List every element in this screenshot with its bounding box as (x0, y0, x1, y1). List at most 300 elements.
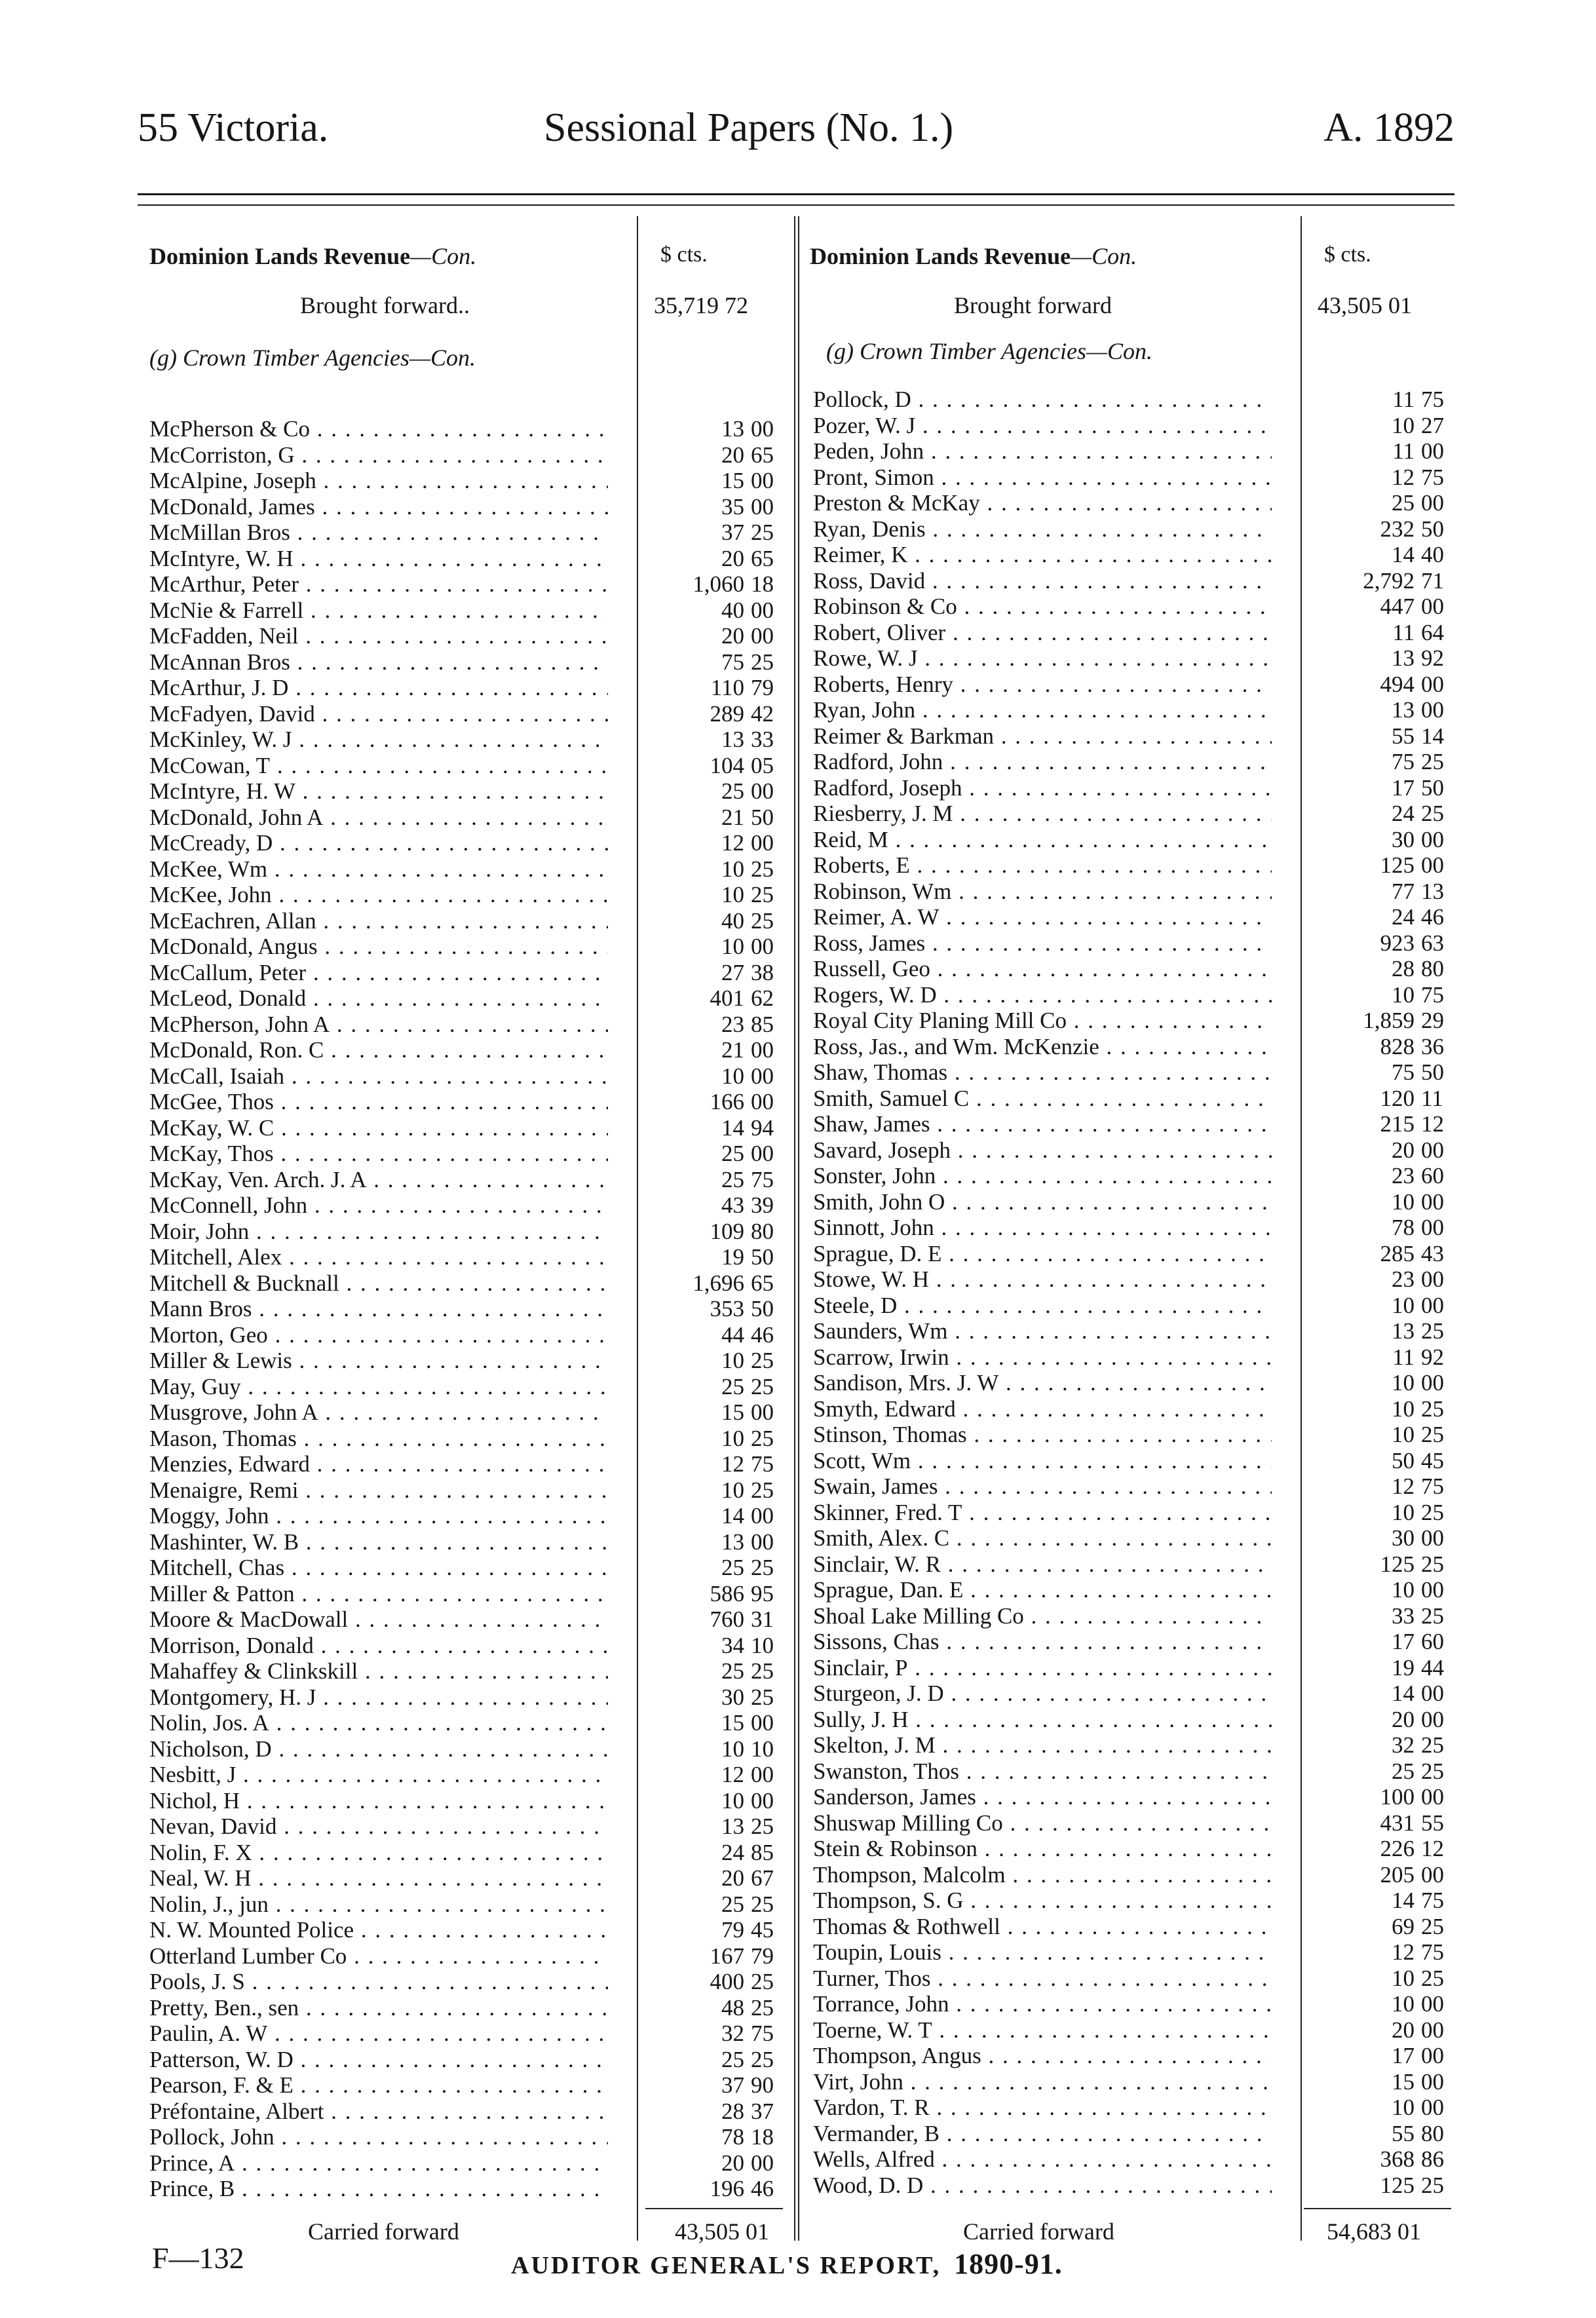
payee-name: Moore & MacDowall . . . (149, 1606, 608, 1633)
amount (647, 1995, 785, 2021)
payee-name: Roberts, Henry . . . (813, 672, 1272, 698)
amount-cents: 75 (1421, 1939, 1444, 1965)
ledger-row (810, 1655, 1465, 1681)
amount-dollars: 24 (1392, 801, 1415, 826)
ledger-row (149, 856, 807, 883)
amount-dollars: 13 (721, 416, 744, 442)
carried-forward-label: Carried forward (308, 2218, 459, 2245)
amount (647, 753, 785, 779)
payee-name: McKee, John . . . (149, 882, 608, 908)
amount (647, 1374, 785, 1400)
amount-cents: 00 (1421, 2068, 1444, 2095)
payee-name: Miller & Patton . . . (149, 1581, 608, 1607)
amount (647, 623, 785, 649)
amount-cents: 65 (751, 442, 774, 468)
amount-cents: 25 (751, 1994, 774, 2021)
amount-dollars: 12 (721, 1762, 744, 1787)
ledger-row (149, 908, 807, 934)
amount-dollars: 15 (721, 1710, 744, 1736)
page-header (138, 105, 1454, 170)
payee-name: Moggy, John . . . (149, 1503, 608, 1529)
amount-cents: 75 (751, 1166, 774, 1192)
ledger-row (149, 2072, 807, 2099)
amount-cents: 25 (751, 1555, 774, 1580)
amount-dollars: 11 (1392, 1344, 1415, 1370)
ledger-row (810, 982, 1465, 1008)
payee-name: Prince, B . . . (149, 2176, 608, 2202)
amount-cents: 10 (751, 1632, 774, 1658)
amount-dollars: 10 (1392, 1965, 1415, 1991)
amount (647, 598, 785, 624)
payee-name: Mitchell, Chas . . . (149, 1555, 608, 1581)
amount-dollars: 10 (721, 856, 744, 882)
amount (1304, 594, 1455, 620)
amount (647, 830, 785, 856)
ledger-row (810, 620, 1465, 646)
amount (1304, 1370, 1455, 1396)
amount-cents: 50 (1421, 1059, 1444, 1085)
amount-cents: 46 (751, 1321, 774, 1348)
amount (647, 571, 785, 598)
ledger-row (149, 1244, 807, 1270)
ledger-row (810, 1137, 1465, 1164)
amount (647, 805, 785, 831)
amount (1304, 723, 1455, 750)
payee-name: McMillan Bros . . . (149, 520, 608, 546)
amount-cents: 25 (751, 1969, 774, 1994)
amount-dollars: 760 (710, 1606, 744, 1632)
amount (647, 1244, 785, 1270)
ledger-row (810, 438, 1465, 465)
payee-name: McGee, Thos . . . (149, 1089, 608, 1115)
ledger-row (810, 1266, 1465, 1293)
payee-name: Smith, Alex. C . . . (813, 1525, 1272, 1551)
payee-name: Reimer & Barkman . . . (813, 723, 1272, 750)
payee-name: Rowe, W. J . . . (813, 645, 1272, 672)
payee-name: Sprague, Dan. E . . . (813, 1577, 1272, 1603)
amount-cents: 45 (1421, 1447, 1444, 1473)
brought-forward-amount: 43,505 01 (1318, 292, 1412, 318)
amount (647, 1762, 785, 1788)
ledger-row (810, 1422, 1465, 1448)
amount-cents: 00 (1421, 697, 1444, 723)
payee-name: Steele, D . . . (813, 1293, 1272, 1319)
payee-name: McDonald, James . . . (149, 494, 608, 520)
amount-dollars: 401 (710, 985, 744, 1011)
amount-cents: 00 (751, 1529, 774, 1555)
amount (1304, 1914, 1455, 1940)
amount (647, 1219, 785, 1245)
amount (1304, 387, 1455, 413)
amount-cents: 44 (1421, 1654, 1444, 1681)
amount-dollars: 48 (721, 1994, 744, 2021)
payee-name: Nevan, David . . . (149, 1814, 608, 1840)
amount-cents: 33 (751, 727, 774, 752)
ledger-row (810, 697, 1465, 723)
payee-name: Riesberry, J. M . . . (813, 801, 1272, 827)
amount-cents: 00 (1421, 1292, 1444, 1318)
amount (647, 2072, 785, 2099)
amount-cents: 80 (1421, 956, 1444, 981)
amount-cents: 00 (1421, 1266, 1444, 1292)
amount-cents: 42 (751, 700, 774, 727)
amount-cents: 00 (751, 1787, 774, 1814)
payee-name: Menzies, Edward . . . (149, 1451, 608, 1477)
ledger-row (149, 468, 807, 494)
amount (1304, 1422, 1455, 1448)
amount-dollars: 10 (1392, 1991, 1415, 2017)
amount (647, 1555, 785, 1581)
amount (1304, 1448, 1455, 1474)
payee-name: Neal, W. H . . . (149, 1865, 608, 1891)
amount-cents: 80 (1421, 2120, 1444, 2146)
amount-cents: 00 (1421, 490, 1444, 516)
column-title: Dominion Lands Revenue—Con. (810, 243, 1137, 269)
amount-cents: 00 (751, 623, 774, 649)
amount-dollars: 1,859 (1363, 1008, 1415, 1033)
amount-cents: 00 (1421, 2043, 1444, 2068)
amount-cents: 45 (751, 1917, 774, 1943)
amount (1304, 672, 1455, 698)
amount-dollars: 10 (721, 1787, 744, 1814)
amount-dollars: 17 (1392, 2043, 1415, 2068)
payee-name: Ross, Jas., and Wm. McKenzie . . . (813, 1034, 1272, 1060)
ledger-row (149, 2099, 807, 2125)
amount-dollars: 50 (1392, 1447, 1415, 1473)
ledger-row (810, 2043, 1465, 2069)
ledger-row (810, 1784, 1465, 1810)
payee-name: Vermander, B . . . (813, 2121, 1272, 2147)
ledger-row (810, 1939, 1465, 1966)
amount-dollars: 1,060 (693, 571, 744, 597)
payee-name: Mason, Thomas . . . (149, 1426, 608, 1452)
payee-name: Stowe, W. H . . . (813, 1266, 1272, 1293)
amount-cents: 00 (1421, 1681, 1444, 1706)
ledger-row (810, 801, 1465, 827)
column-heading (810, 242, 1465, 282)
right-ledger-column (810, 216, 1465, 2241)
amount-cents: 25 (751, 856, 774, 882)
amount-dollars: 10 (721, 882, 744, 907)
amount-dollars: 215 (1380, 1111, 1415, 1137)
payee-name: Reid, M . . . (813, 827, 1272, 853)
payee-name: Sinclair, W. R . . . (813, 1551, 1272, 1578)
ledger-row (149, 546, 807, 572)
amount-cents: 75 (1421, 464, 1444, 490)
payee-name: Stein & Robinson . . . (813, 1836, 1272, 1862)
payee-name: Thompson, S. G . . . (813, 1888, 1272, 1914)
brought-forward (149, 292, 807, 324)
payee-name: McDonald, Angus . . . (149, 934, 608, 960)
amount-dollars: 10 (1392, 1422, 1415, 1447)
ledger-row (149, 442, 807, 468)
amount-cents: 00 (1421, 2017, 1444, 2043)
amount-cents: 25 (1421, 1732, 1444, 1758)
amount-dollars: 20 (1392, 1706, 1415, 1732)
amount-dollars: 15 (721, 1399, 744, 1425)
ledger-row (810, 1914, 1465, 1940)
amount-cents: 37 (751, 2098, 774, 2124)
amount (647, 1270, 785, 1297)
amount-dollars: 12 (721, 830, 744, 856)
payee-name: Robinson & Co . . . (813, 594, 1272, 620)
amount-dollars: 232 (1380, 516, 1415, 542)
amount-cents: 25 (751, 520, 774, 545)
amount-cents: 25 (751, 1684, 774, 1710)
ledger-row (810, 1888, 1465, 1914)
amount-dollars: 78 (721, 2124, 744, 2150)
ledger-row (810, 672, 1465, 698)
ledger-row (149, 1788, 807, 1814)
payee-name: McIntyre, H. W . . . (149, 778, 608, 805)
amount (647, 2021, 785, 2047)
ledger-row (149, 1322, 807, 1348)
amount (1304, 1163, 1455, 1189)
amount-dollars: 20 (1392, 1137, 1415, 1163)
payee-name: Pront, Simon . . . (813, 465, 1272, 491)
payee-name: Sprague, D. E . . . (813, 1241, 1272, 1267)
amount (1304, 1603, 1455, 1629)
ledger-row (149, 520, 807, 546)
amount-cents: 00 (1421, 1784, 1444, 1810)
amount-cents: 86 (1421, 2146, 1444, 2172)
brought-forward-label: Brought forward (954, 292, 1112, 318)
ledger-row (149, 1141, 807, 1167)
ledger-row (810, 1163, 1465, 1189)
brought-forward-amount: 35,719 72 (654, 292, 748, 318)
amount-dollars: 75 (1392, 749, 1415, 774)
amount-cents: 50 (1421, 516, 1444, 542)
amount-cents: 25 (751, 907, 774, 934)
amount (647, 1684, 785, 1711)
ledger-row (810, 1810, 1465, 1836)
ledger-row (149, 1581, 807, 1607)
amount-dollars: 23 (721, 1011, 744, 1037)
amount-dollars: 25 (721, 2046, 744, 2072)
payee-name: McPherson, John A . . . (149, 1012, 608, 1038)
amount (647, 1840, 785, 1866)
amount (647, 468, 785, 494)
amount-cents: 05 (751, 752, 774, 778)
ledger-row (149, 2150, 807, 2176)
payee-name: Sinnott, John . . . (813, 1215, 1272, 1241)
amount-dollars: 11 (1392, 438, 1415, 464)
payee-name: McKay, W. C . . . (149, 1115, 608, 1141)
payee-name: Pretty, Ben., sen . . . (149, 1995, 608, 2021)
amount-cents: 00 (751, 1762, 774, 1787)
amount (1304, 1836, 1455, 1862)
amount (647, 1606, 785, 1633)
amount (1304, 1059, 1455, 1086)
ledger-row (149, 1348, 807, 1374)
payee-name: McCowan, T . . . (149, 753, 608, 779)
ledger-row (810, 827, 1465, 853)
amount-dollars: 14 (721, 1503, 744, 1529)
amount-cents: 00 (751, 468, 774, 493)
amount-dollars: 15 (1392, 2068, 1415, 2095)
amount-cents: 13 (1421, 878, 1444, 904)
ledger-row (810, 2173, 1465, 2199)
amount-cents: 00 (1421, 1137, 1444, 1163)
left-ledger-column (149, 216, 807, 2241)
amount-cents: 00 (1421, 1706, 1444, 1732)
subheading: (g) Crown Timber Agencies—Con. (826, 338, 1153, 364)
amount (1304, 1966, 1455, 1992)
amount-cents: 25 (751, 882, 774, 907)
currency-header: $ cts. (1324, 242, 1371, 267)
amount-cents: 14 (1421, 723, 1444, 749)
amount-dollars: 167 (710, 1943, 744, 1969)
amount-dollars: 24 (1392, 904, 1415, 930)
amount-dollars: 27 (721, 959, 744, 985)
amount (647, 1891, 785, 1918)
amount-dollars: 32 (721, 2021, 744, 2046)
payee-name: McKay, Thos . . . (149, 1141, 608, 1167)
ledger-row (810, 516, 1465, 542)
ledger-row (149, 805, 807, 831)
payee-name: Morrison, Donald . . . (149, 1633, 608, 1659)
amount-dollars: 77 (1392, 878, 1415, 904)
amount (1304, 1266, 1455, 1293)
amount-cents: 60 (1421, 1629, 1444, 1654)
amount-dollars: 13 (1392, 697, 1415, 723)
payee-name: McIntyre, W. H . . . (149, 546, 608, 572)
ledger-row (149, 1840, 807, 1866)
ledger-row (810, 1836, 1465, 1862)
amount-dollars: 78 (1392, 1215, 1415, 1240)
payee-name: McCready, D . . . (149, 830, 608, 856)
amount-dollars: 28 (721, 2098, 744, 2124)
amount (1304, 465, 1455, 491)
payee-name: Shaw, James . . . (813, 1111, 1272, 1137)
ledger-row (149, 1555, 807, 1581)
amount (647, 649, 785, 675)
ledger-row (149, 1503, 807, 1529)
payee-name: Robinson, Wm . . . (813, 879, 1272, 905)
payee-name: Sonster, John . . . (813, 1163, 1272, 1189)
amount (1304, 1681, 1455, 1707)
payee-name: May, Guy . . . (149, 1374, 608, 1400)
amount-dollars: 25 (721, 1166, 744, 1192)
payee-name: McDonald, Ron. C . . . (149, 1037, 608, 1063)
payee-name: Stinson, Thomas . . . (813, 1422, 1272, 1448)
amount-cents: 25 (1421, 1758, 1444, 1784)
ledger-row (810, 1473, 1465, 1500)
ledger-row (149, 882, 807, 908)
ledger-row (149, 2176, 807, 2202)
amount-dollars: 25 (721, 1658, 744, 1684)
ledger-row (149, 1012, 807, 1038)
amount-cents: 25 (1421, 1913, 1444, 1939)
payee-name: Robert, Oliver . . . (813, 620, 1272, 646)
payee-name: Toupin, Louis . . . (813, 1939, 1272, 1966)
amount (647, 1581, 785, 1607)
amount-dollars: 19 (721, 1244, 744, 1270)
payee-name: Nichol, H . . . (149, 1788, 608, 1814)
ledger-row (810, 2121, 1465, 2147)
amount-dollars: 10 (721, 1736, 744, 1762)
payee-name: N. W. Mounted Police . . . (149, 1917, 608, 1943)
amount-dollars: 104 (710, 752, 744, 778)
amount-dollars: 79 (721, 1917, 744, 1943)
amount-dollars: 431 (1380, 1810, 1415, 1836)
amount-cents: 25 (751, 649, 774, 675)
amount (1304, 775, 1455, 801)
ledger-row (149, 1943, 807, 1969)
payee-name: Smith, John O . . . (813, 1189, 1272, 1215)
amount-dollars: 120 (1380, 1085, 1415, 1111)
amount-cents: 39 (751, 1192, 774, 1218)
payee-name: Shoal Lake Milling Co . . . (813, 1603, 1272, 1629)
amount (647, 1296, 785, 1322)
amount (647, 1348, 785, 1374)
amount-cents: 25 (751, 1373, 774, 1399)
ledger-row (149, 1115, 807, 1141)
payee-name: Thomas & Rothwell . . . (813, 1914, 1272, 1940)
ledger-rows (810, 387, 1465, 2198)
ledger-row (810, 1344, 1465, 1371)
amount-dollars: 205 (1380, 1861, 1415, 1888)
ledger-row (149, 1684, 807, 1711)
amount-cents: 65 (751, 545, 774, 571)
ledger-row (149, 1167, 807, 1193)
ledger-row (810, 1500, 1465, 1526)
ledger-row (149, 1089, 807, 1115)
amount-dollars: 10 (721, 1348, 744, 1373)
ledger-row (810, 1681, 1465, 1707)
ledger-row (810, 2146, 1465, 2173)
amount (647, 778, 785, 805)
amount-cents: 25 (751, 1477, 774, 1503)
payee-name: McFadyen, David . . . (149, 701, 608, 727)
payee-name: Nolin, Jos. A . . . (149, 1710, 608, 1736)
amount (647, 1322, 785, 1348)
amount (1304, 930, 1455, 957)
payee-name: Reimer, K . . . (813, 542, 1272, 568)
ledger-row (149, 1814, 807, 1840)
amount (647, 1710, 785, 1736)
amount-cents: 00 (751, 1503, 774, 1529)
amount-cents: 29 (1421, 1008, 1444, 1033)
amount-cents: 85 (751, 1011, 774, 1037)
amount (647, 2124, 785, 2150)
amount-cents: 12 (1421, 1836, 1444, 1861)
ledger-row (810, 1396, 1465, 1422)
amount-dollars: 11 (1392, 387, 1415, 412)
payee-name: Savard, Joseph . . . (813, 1137, 1272, 1164)
amount (1304, 1396, 1455, 1422)
ledger-row (149, 830, 807, 856)
amount-cents: 00 (1421, 1188, 1444, 1215)
amount-dollars: 25 (721, 1141, 744, 1166)
amount-cents: 75 (751, 2021, 774, 2046)
amount-cents: 25 (751, 1348, 774, 1373)
amount-cents: 50 (751, 1296, 774, 1321)
amount (1304, 1707, 1455, 1733)
ledger-row (810, 387, 1465, 413)
ledger-row (810, 568, 1465, 594)
payee-name: Paulin, A. W . . . (149, 2021, 608, 2047)
payee-name: Wood, D. D . . . (813, 2173, 1272, 2199)
amount-cents: 00 (1421, 594, 1444, 619)
amount-cents: 00 (751, 1037, 774, 1063)
payee-name: Thompson, Angus . . . (813, 2043, 1272, 2069)
amount-cents: 27 (1421, 412, 1444, 438)
amount-dollars: 289 (710, 700, 744, 727)
amount (1304, 1034, 1455, 1060)
payee-name: McCall, Isaiah . . . (149, 1063, 608, 1090)
amount-cents: 25 (1421, 1422, 1444, 1447)
